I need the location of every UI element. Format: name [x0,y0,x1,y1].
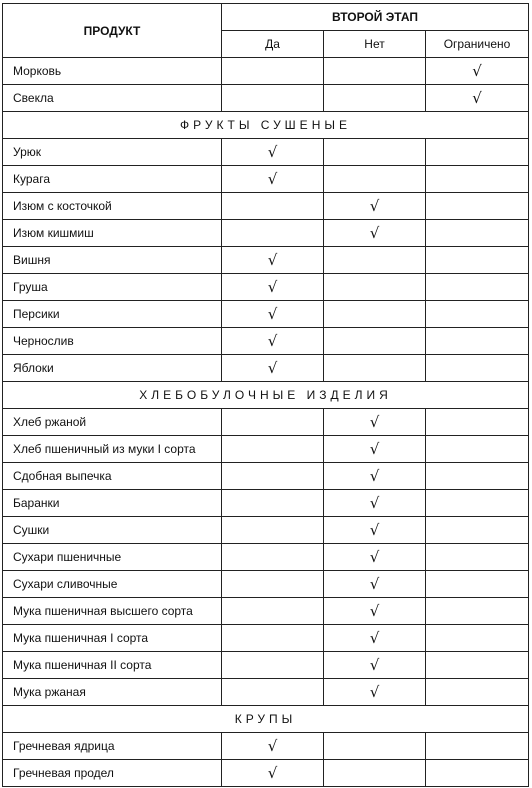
table-row [3,193,529,220]
yes-cell [222,58,324,85]
table-row [3,679,529,706]
yes-cell [222,760,324,787]
product-name: Изюм с косточкой [3,193,222,220]
limited-cell [426,193,529,220]
no-cell [324,571,426,598]
yes-cell [222,517,324,544]
product-name: Вишня [3,247,222,274]
product-name: Мука пшеничная I сорта [3,625,222,652]
product-column-header: ПРОДУКТ [3,4,222,58]
check-mark-icon: √ [369,494,380,512]
no-cell [324,436,426,463]
yes-cell [222,274,324,301]
limited-cell [426,598,529,625]
check-mark-icon: √ [267,278,278,296]
table-row [3,328,529,355]
stage-column-header: ВТОРОЙ ЭТАП [222,4,529,31]
table-row [3,139,529,166]
limited-cell [426,625,529,652]
product-name: Сухари сливочные [3,571,222,598]
limited-cell [426,571,529,598]
table-row [3,58,529,85]
yes-cell [222,301,324,328]
limited-cell [426,220,529,247]
product-name: Сдобная выпечка [3,463,222,490]
limited-cell [426,544,529,571]
table-row [3,517,529,544]
product-name: Гречневая ядрица [3,733,222,760]
table-row [3,274,529,301]
no-cell [324,355,426,382]
limited-cell [426,301,529,328]
check-mark-icon: √ [369,629,380,647]
table-row [3,355,529,382]
table-row [3,625,529,652]
table-row [3,85,529,112]
limited-cell [426,166,529,193]
limited-cell [426,436,529,463]
yes-cell [222,733,324,760]
check-mark-icon: √ [369,224,380,242]
yes-column-header: Да [222,31,324,58]
limited-cell [426,652,529,679]
check-mark-icon: √ [472,62,482,80]
limited-cell [426,679,529,706]
no-column-header: Нет [324,31,426,58]
section-title: ФРУКТЫ СУШЕНЫЕ [3,112,529,139]
yes-cell [222,625,324,652]
table-row [3,490,529,517]
check-mark-icon: √ [267,305,278,323]
check-mark-icon: √ [472,89,482,107]
diet-table-container [2,3,528,787]
limited-cell [426,85,529,112]
no-cell [324,274,426,301]
no-cell [324,652,426,679]
yes-cell [222,571,324,598]
check-mark-icon: √ [267,764,278,782]
limited-cell [426,274,529,301]
table-row [3,166,529,193]
check-mark-icon: √ [267,170,278,188]
yes-cell [222,409,324,436]
check-mark-icon: √ [369,683,380,701]
yes-cell [222,328,324,355]
no-cell [324,625,426,652]
product-name: Хлеб ржаной [3,409,222,436]
limited-cell [426,490,529,517]
no-cell [324,328,426,355]
no-cell [324,301,426,328]
limited-cell [426,760,529,787]
table-row [3,463,529,490]
yes-cell [222,166,324,193]
no-cell [324,166,426,193]
limited-cell [426,733,529,760]
yes-cell [222,544,324,571]
product-name: Мука пшеничная II сорта [3,652,222,679]
limited-cell [426,139,529,166]
product-name: Мука пшеничная высшего сорта [3,598,222,625]
limited-cell [426,409,529,436]
no-cell [324,247,426,274]
check-mark-icon: √ [267,143,278,161]
check-mark-icon: √ [267,332,278,350]
section-title: ХЛЕБОБУЛОЧНЫЕ ИЗДЕЛИЯ [3,382,529,409]
check-mark-icon: √ [369,467,380,485]
yes-cell [222,85,324,112]
no-cell [324,463,426,490]
product-name: Мука ржаная [3,679,222,706]
no-cell [324,490,426,517]
limited-cell [426,247,529,274]
check-mark-icon: √ [369,548,380,566]
limited-cell [426,328,529,355]
product-name: Груша [3,274,222,301]
yes-cell [222,220,324,247]
yes-cell [222,193,324,220]
table-row [3,247,529,274]
table-row [3,544,529,571]
yes-cell [222,679,324,706]
yes-cell [222,652,324,679]
product-name: Чернослив [3,328,222,355]
no-cell [324,58,426,85]
section-row [3,382,529,409]
no-cell [324,517,426,544]
table-row [3,220,529,247]
yes-cell [222,436,324,463]
yes-cell [222,463,324,490]
table-row [3,571,529,598]
product-name: Свекла [3,85,222,112]
section-row [3,706,529,733]
limited-cell [426,517,529,544]
product-name: Сушки [3,517,222,544]
table-row [3,301,529,328]
section-title: КРУПЫ [3,706,529,733]
no-cell [324,544,426,571]
check-mark-icon: √ [369,197,380,215]
limited-column-header: Ограничено [426,31,529,58]
yes-cell [222,355,324,382]
table-row [3,652,529,679]
table-row [3,598,529,625]
table-header [3,4,529,58]
yes-cell [222,247,324,274]
table-body [3,58,529,787]
product-name: Яблоки [3,355,222,382]
check-mark-icon: √ [369,602,380,620]
check-mark-icon: √ [267,359,278,377]
check-mark-icon: √ [369,440,380,458]
check-mark-icon: √ [369,413,380,431]
limited-cell [426,355,529,382]
no-cell [324,409,426,436]
product-name: Персики [3,301,222,328]
product-name: Баранки [3,490,222,517]
check-mark-icon: √ [369,656,380,674]
check-mark-icon: √ [267,251,278,269]
no-cell [324,760,426,787]
yes-cell [222,598,324,625]
no-cell [324,193,426,220]
no-cell [324,220,426,247]
yes-cell [222,139,324,166]
product-name: Гречневая продел [3,760,222,787]
no-cell [324,733,426,760]
no-cell [324,85,426,112]
yes-cell [222,490,324,517]
table-row [3,409,529,436]
table-row [3,436,529,463]
check-mark-icon: √ [369,575,380,593]
product-name: Урюк [3,139,222,166]
diet-table [2,3,529,787]
product-name: Курага [3,166,222,193]
product-name: Морковь [3,58,222,85]
section-row [3,112,529,139]
limited-cell [426,58,529,85]
limited-cell [426,463,529,490]
product-name: Хлеб пшеничный из муки I сорта [3,436,222,463]
table-row [3,760,529,787]
check-mark-icon: √ [267,737,278,755]
product-name: Сухари пшеничные [3,544,222,571]
table-row [3,733,529,760]
check-mark-icon: √ [369,521,380,539]
no-cell [324,679,426,706]
product-name: Изюм кишмиш [3,220,222,247]
no-cell [324,139,426,166]
no-cell [324,598,426,625]
